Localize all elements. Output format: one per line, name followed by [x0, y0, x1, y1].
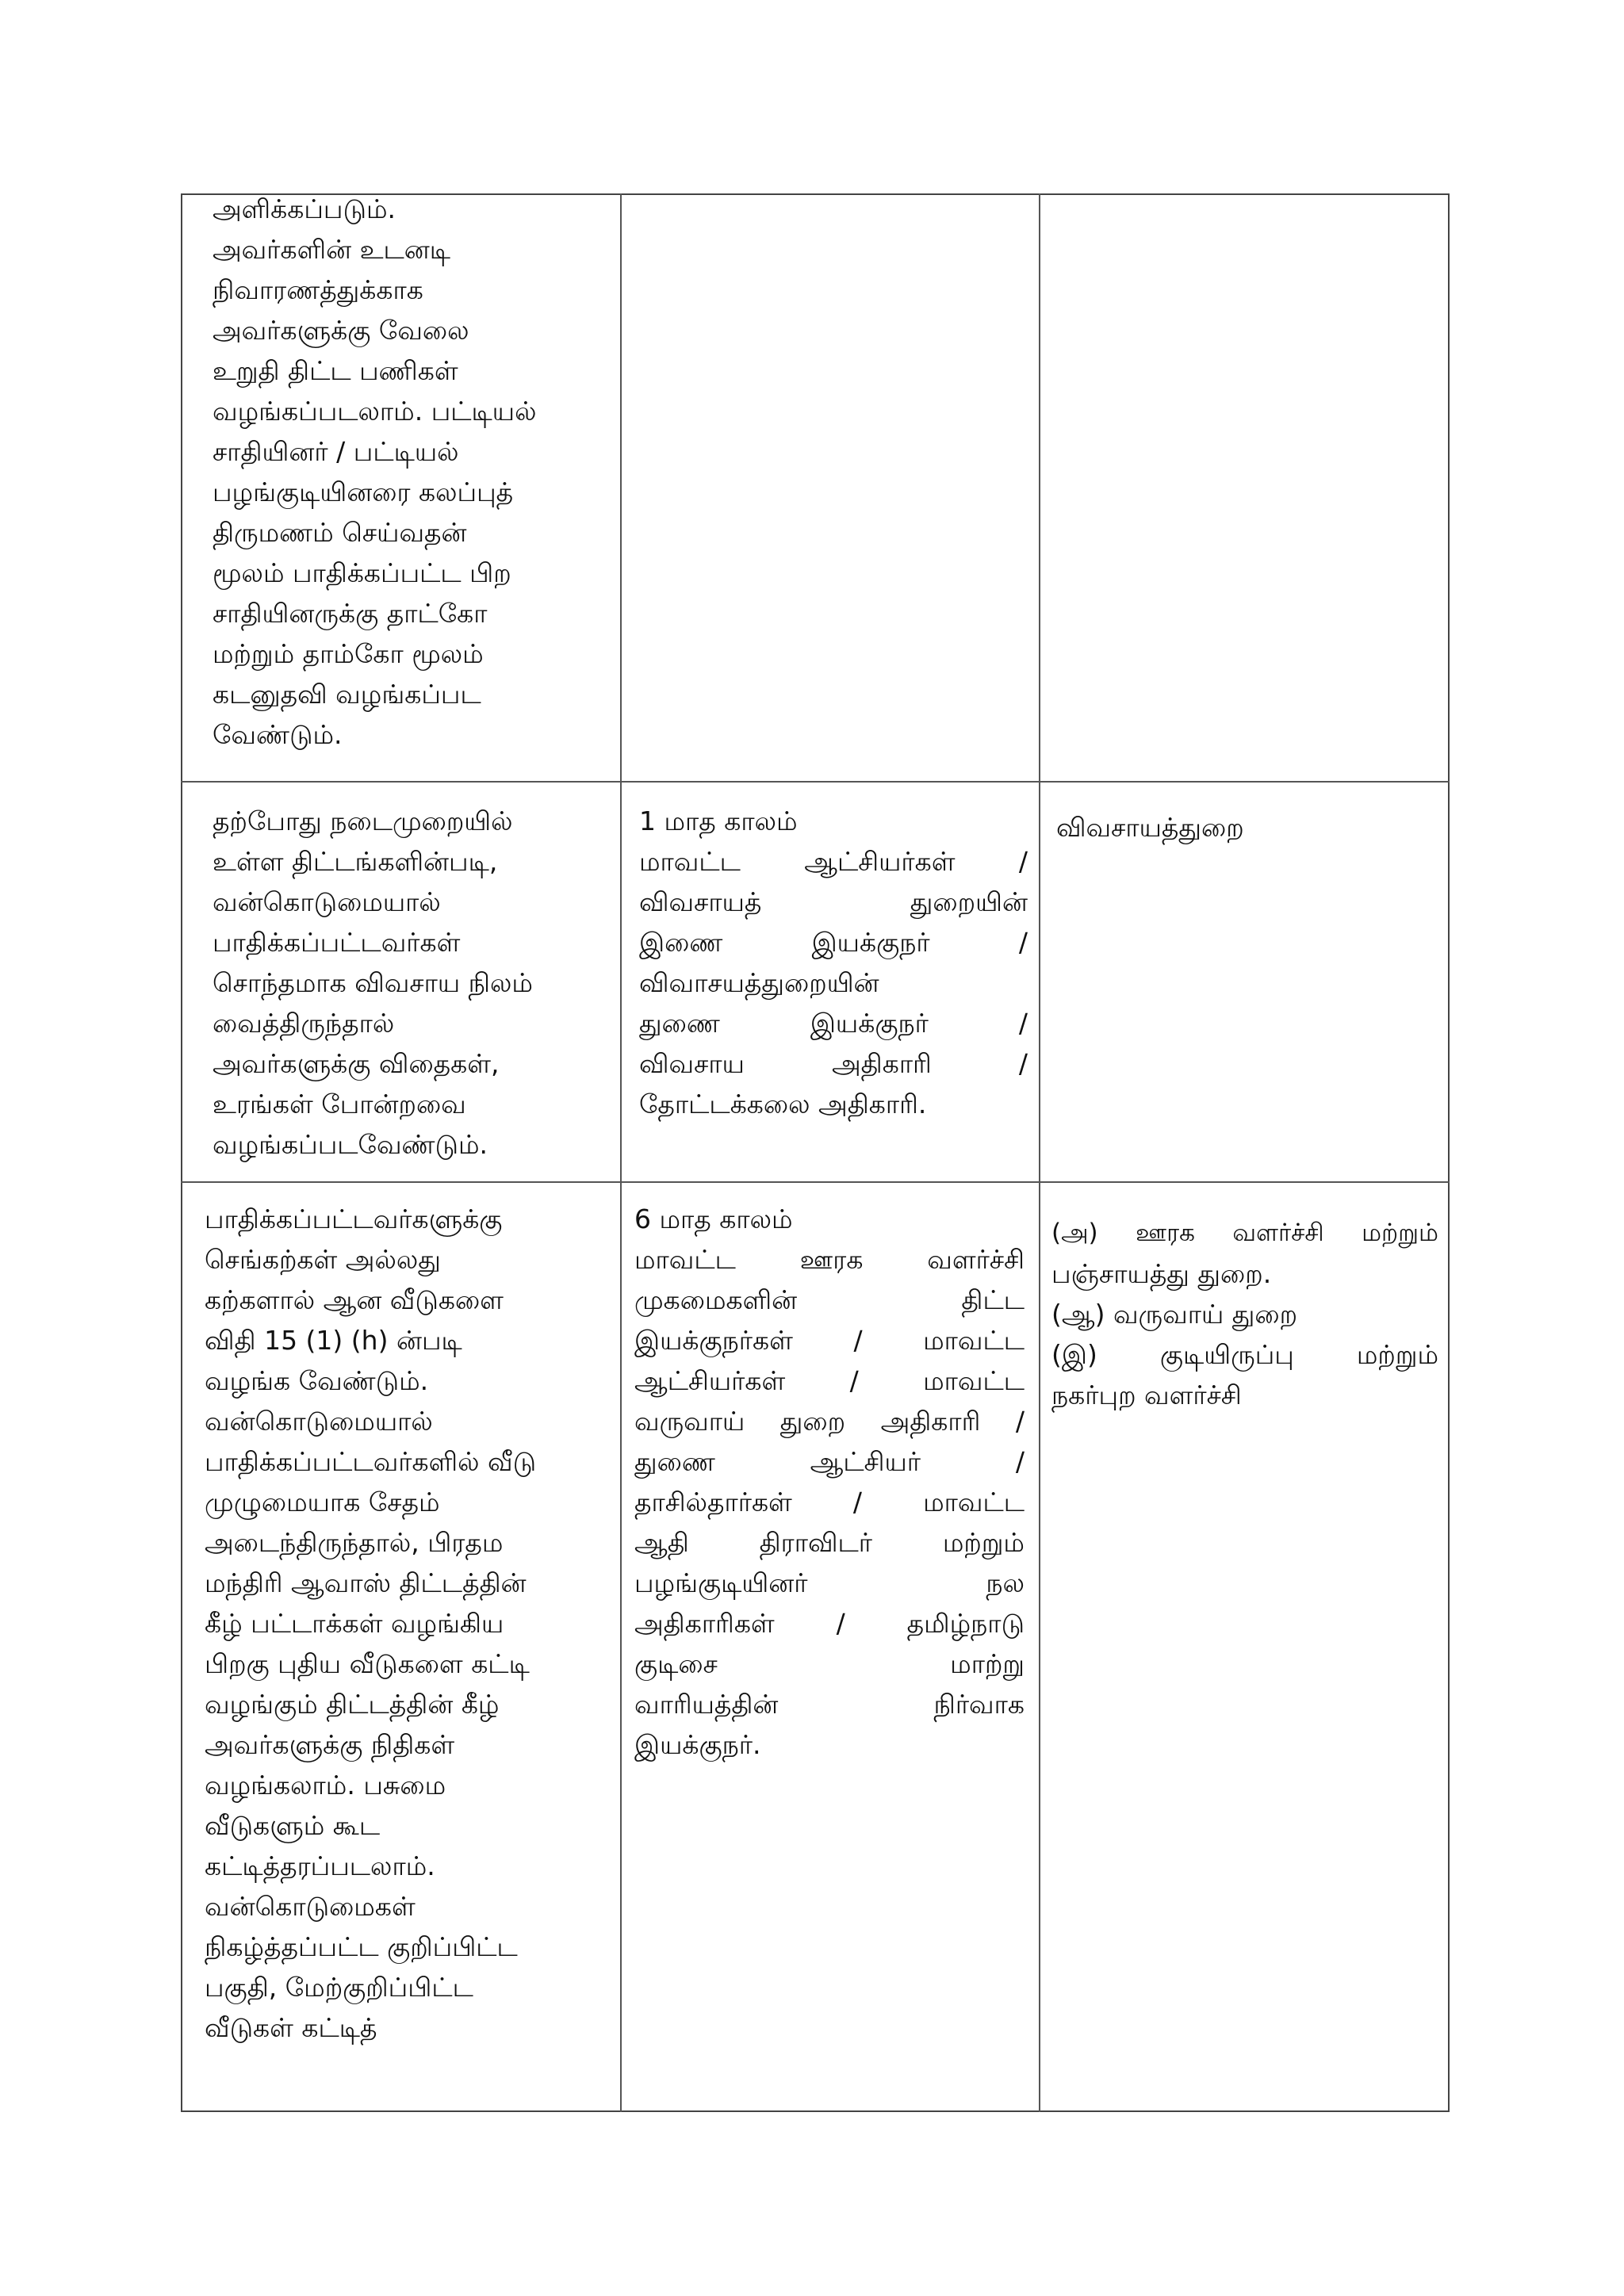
row2-col1-cell — [213, 801, 609, 1165]
text-line: வழங்கும் திட்டத்தின் கீழ் — [205, 1689, 500, 1720]
text-line: அவர்களுக்கு வேலை — [213, 315, 469, 346]
text-line: வாரியத்தின் நிர்வாக — [634, 1689, 1025, 1720]
row3-col3-cell — [1051, 1213, 1438, 1415]
column-divider-2 — [1039, 193, 1040, 2112]
text-line: மற்றும் தாம்கோ மூலம் — [213, 638, 484, 669]
text-line: துணை ஆட்சியர் / — [634, 1446, 1025, 1477]
row2-col2-cell — [639, 801, 1028, 1124]
text-line: பழங்குடியினரை கலப்புத் — [213, 476, 514, 507]
text-line: நிகழ்த்தப்பட்ட குறிப்பிட்ட — [205, 1931, 518, 1962]
text-line: முகமைகளின் திட்ட — [634, 1284, 1025, 1315]
text-line: கீழ் பட்டாக்கள் வழங்கிய — [205, 1608, 504, 1639]
text-line: வழங்கலாம். பசுமை — [205, 1770, 446, 1800]
text-line: விதி 15 (1) (h) ன்படி — [205, 1325, 462, 1356]
text-line: தோட்டக்கலை அதிகாரி. — [639, 1089, 927, 1119]
text-line: பிறகு புதிய வீடுகளை கட்டி — [205, 1648, 530, 1679]
text-line: மாவட்ட ஆட்சியர்கள் / — [639, 846, 1028, 877]
text-line: முழுமையாக சேதம் — [205, 1487, 440, 1517]
text-line: தாசில்தார்கள் / மாவட்ட — [634, 1487, 1025, 1517]
text-line: வருவாய் துறை அதிகாரி / — [634, 1406, 1025, 1437]
text-line: கட்டித்தரப்படலாம். — [205, 1850, 435, 1881]
text-line: மாவட்ட ஊரக வளர்ச்சி — [634, 1244, 1025, 1275]
text-line: சாதியினர் / பட்டியல் — [213, 436, 459, 467]
text-line: அவர்களுக்கு விதைகள், — [213, 1048, 500, 1079]
text-line: விவசாய அதிகாரி / — [639, 1048, 1028, 1079]
text-line: கற்களால் ஆன வீடுகளை — [205, 1284, 504, 1315]
text-line: மந்திரி ஆவாஸ் திட்டத்தின் — [205, 1567, 527, 1598]
row-divider-1 — [181, 781, 1450, 783]
text-line: 6 மாத காலம் — [634, 1203, 793, 1234]
text-line: பாதிக்கப்பட்டவர்களில் வீடு — [205, 1446, 537, 1477]
row1-col1-cell — [213, 189, 609, 755]
text-line: குடிசை மாற்று — [634, 1648, 1025, 1679]
text-line: விவாசயத்துறையின் — [639, 967, 879, 998]
text-line: துணை இயக்குநர் / — [639, 1008, 1028, 1039]
text-line: ஆட்சியர்கள் / மாவட்ட — [634, 1365, 1025, 1396]
column-divider-1 — [620, 193, 622, 2112]
text-line: உரங்கள் போன்றவை — [213, 1089, 466, 1119]
text-line: அவர்களுக்கு நிதிகள் — [205, 1729, 455, 1760]
text-line: உறுதி திட்ட பணிகள் — [213, 355, 458, 386]
text-line: வன்கொடுமையால் — [213, 886, 441, 917]
text-line: தற்போது நடைமுறையில் — [213, 806, 513, 836]
text-line: அவர்களின் உடனடி — [213, 234, 451, 265]
text-line: உள்ள திட்டங்களின்படி, — [213, 846, 498, 877]
text-line: திருமணம் செய்வதன் — [213, 517, 467, 548]
text-line: அடைந்திருந்தால், பிரதம — [205, 1527, 504, 1558]
text-line: இணை இயக்குநர் / — [639, 927, 1028, 958]
text-line: (ஆ) வருவாய் துறை — [1051, 1299, 1298, 1330]
row2-col3-cell — [1056, 807, 1437, 848]
text-line: வீடுகள் கட்டித் — [205, 2012, 377, 2043]
text-line: வன்கொடுமைகள் — [205, 1891, 416, 1922]
text-line: அதிகாரிகள் / தமிழ்நாடு — [634, 1608, 1025, 1639]
text-line: சாதியினருக்கு தாட்கோ — [213, 598, 488, 629]
row-divider-2 — [181, 1181, 1450, 1183]
text-line: ஆதி திராவிடர் மற்றும் — [634, 1527, 1025, 1558]
text-line: வீடுகளும் கூட — [205, 1810, 381, 1841]
text-line: 1 மாத காலம் — [639, 806, 798, 836]
text-line: கடனுதவி வழங்கப்பட — [213, 679, 481, 710]
text-line: விவசாயத்துறை — [1056, 812, 1244, 843]
text-line: (இ) குடியிருப்பு மற்றும் — [1051, 1339, 1438, 1370]
text-line: வன்கொடுமையால் — [205, 1406, 433, 1437]
text-line: (அ) ஊரக வளர்ச்சி மற்றும் — [1051, 1219, 1438, 1247]
text-line: நிவாரணத்துக்காக — [213, 274, 423, 305]
text-line: பஞ்சாயத்து துறை. — [1051, 1258, 1272, 1289]
text-line: நகர்புற வளர்ச்சி — [1051, 1380, 1242, 1410]
text-line: வைத்திருந்தால் — [213, 1008, 395, 1039]
text-line: வழங்க வேண்டும். — [205, 1365, 429, 1396]
text-line: விவசாயத் துறையின் — [639, 886, 1028, 917]
text-line: வழங்கப்படலாம். பட்டியல் — [213, 396, 537, 427]
text-line: இயக்குநர்கள் / மாவட்ட — [634, 1325, 1025, 1356]
text-line: செங்கற்கள் அல்லது — [205, 1244, 441, 1275]
text-line: சொந்தமாக விவசாய நிலம் — [213, 967, 533, 998]
row3-col1-cell — [205, 1199, 609, 2048]
row3-col2-cell — [634, 1199, 1025, 1765]
text-line: வேண்டும். — [213, 719, 343, 750]
text-line: பாதிக்கப்பட்டவர்கள் — [213, 927, 461, 958]
text-line: பாதிக்கப்பட்டவர்களுக்கு — [205, 1203, 503, 1234]
text-line: மூலம் பாதிக்கப்பட்ட பிற — [213, 557, 511, 588]
text-line: அளிக்கப்படும். — [213, 193, 396, 224]
text-line: இயக்குநர். — [634, 1729, 761, 1760]
text-line: பகுதி, மேற்குறிப்பிட்ட — [205, 1972, 473, 2003]
text-line: பழங்குடியினர் நல — [634, 1567, 1025, 1598]
text-line: வழங்கப்படவேண்டும். — [213, 1129, 488, 1160]
